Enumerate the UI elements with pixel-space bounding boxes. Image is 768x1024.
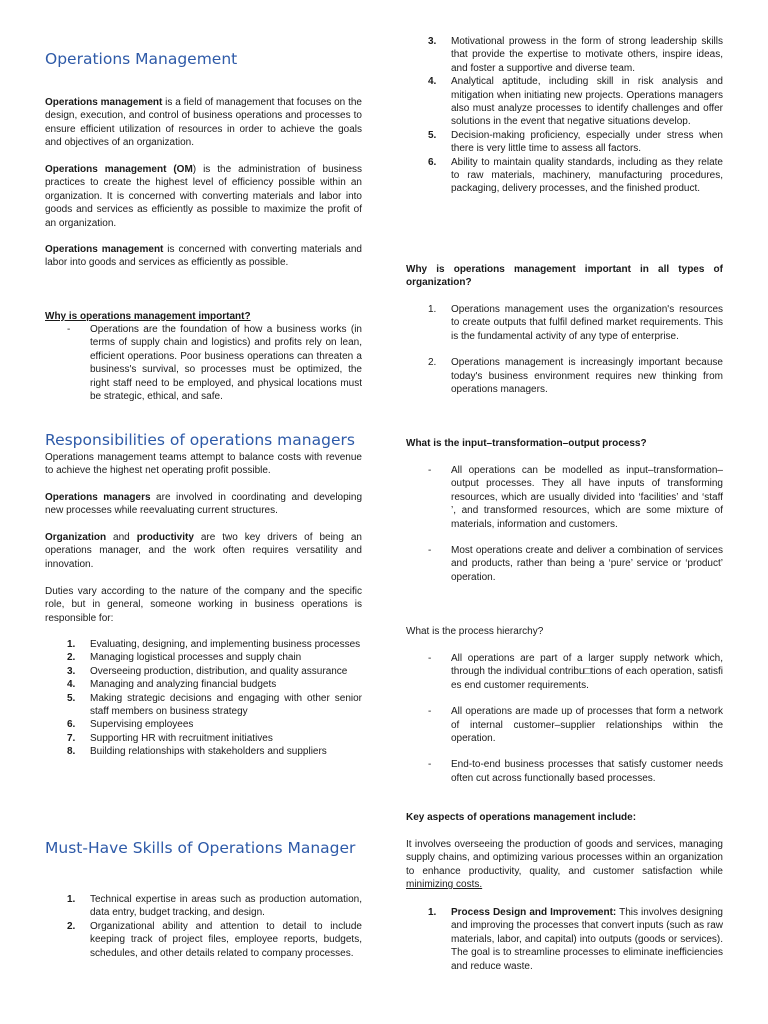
list-item [406,705,723,745]
list-number: 1. [67,639,76,650]
paragraph-om-definition [45,96,362,150]
list-item [45,678,362,691]
list-item [45,745,362,758]
list-item-text: Operations are the foundation of how a business works (in terms of supply chain and logistics) and profits rely on lean, efficient operations. Poor business operations can threaten a business's survival, so processes must be optimized, the right staff need to be employed, and physical locations must be strategic, ethical, and safe. [90,324,362,403]
paragraph-resp-2 [45,491,362,518]
list-item-text: Most operations create and deliver a combination of services and products, rather than being a ‘pure’ service or ‘product’ operation. [451,545,723,583]
hierarchy-heading: What is the process hierarchy? [406,626,544,637]
list-item-text: Making strategic decisions and engaging with other senior staff members on business strategy [90,692,362,718]
skills-list [45,893,362,960]
list-item [406,758,723,785]
paragraph-text: ) is the administration of business practices to create the highest level of efficiency possible within an organization. It is concerned with converting materials and labor into goods and services as efficiently as possible to maximize the profit of an organization. [45,164,363,229]
list-item [406,35,723,75]
list-item-text: End-to-end business processes that satisfy customer needs often cut across functionally based processes. [451,759,723,784]
list-number: 7. [67,732,76,744]
paragraph-text: is concerned with converting materials and labor into goods and services as efficiently as possible. [45,244,362,269]
ito-heading: What is the input–transformation–output process? [406,438,647,449]
bold-term: Process Design and Improvement: [451,907,617,918]
list-item [45,692,362,719]
list-item [45,893,362,920]
dash-bullet: - [428,759,432,771]
list-number: 5. [428,129,437,141]
list-item [45,920,362,960]
list-item [45,651,362,664]
paragraph-resp-1: Operations management teams attempt to balance costs with revenue to achieve the highest net operating profit possible. [45,452,362,477]
paragraph-om-converting [45,243,362,270]
why-all-heading: Why is operations management important in all types of organization? [406,264,723,289]
list-item-text: Decision-making proficiency, especially under stress when there is very little time to assess all factors. [451,129,723,155]
list-number: 4. [428,76,437,88]
list-item [45,638,362,651]
list-item-text: Building relationships with stakeholders and suppliers [90,746,327,758]
paragraph-om-administration [45,163,362,230]
list-number: 5. [67,692,76,704]
list-item-text: Technical expertise in areas such as production automation, data entry, budget tracking, and design. [90,894,362,919]
bold-term: productivity [136,532,194,543]
dash-bullet: - [67,324,71,335]
list-item-text: All operations are part of a larger supply network which, through the individual contribu□tions of each operation, satisfi es end customer requirements. [451,653,723,691]
underlined-text: minimizing costs. [406,879,483,891]
list-item-text: Managing and analyzing financial budgets [90,679,277,691]
skills-list-continued [406,35,723,196]
list-number: 2. [428,357,437,369]
key-aspects-heading: Key aspects of operations management include: [406,812,637,823]
list-item-text: Ability to maintain quality standards, including as they relate to raw materials, machinery, manufacturing procedures, packaging, delivery processes, and the finished product. [451,156,723,195]
paragraph-text: and [106,532,137,543]
bold-term: Operations management [45,97,163,108]
list-item-text: Analytical aptitude, including skill in risk analysis and mitigation when initiating new projects. Operations managers also must analyze processes to identify challenges and offer solutions in the event that negative situations develop. [451,76,723,128]
list-number: 3. [428,36,437,47]
list-item-text: All operations can be modelled as input–transformation–output processes. They all have inputs of transforming resources, which are usually divided into ‘facilities’ and ‘staff ’, and transformed resources, which are some mixture of materials, information and customers. [451,465,723,530]
why-all-list [406,303,723,396]
key-aspects-paragraph [406,838,723,892]
bold-term: Organization [45,532,107,543]
bold-term: Operations management [45,244,164,255]
list-item-text: This involves designing and improving the processes that convert inputs (such as raw materials, labor, and capital) into outputs (goods or services). The goal is to streamline processes to eliminate inefficiencies and reduce waste. [451,907,723,972]
list-item [406,464,723,531]
paragraph-text: are involved in coordinating and developing new processes while reevaluating current structures. [45,492,363,517]
list-item [406,156,723,196]
list-number: 8. [67,746,76,758]
duties-list [45,638,362,759]
list-item-text: Evaluating, designing, and implementing business processes [90,639,361,650]
list-item-text: Organizational ability and attention to detail to include keeping track of project files, employee reports, budgets, schedules, and other details related to company processes. [90,920,362,959]
paragraph-text: It involves overseeing the production of goods and services, managing supply chains, and optimizing various processes within an organization to enhance productivity, quality, and customer satisfaction while [406,839,723,877]
dash-bullet: - [428,545,432,557]
list-number: 1. [67,894,76,905]
list-number: 6. [428,156,437,168]
bold-term: Operations management (OM [45,164,193,175]
list-item [406,906,723,973]
list-item [406,303,723,343]
responsibilities-title: Responsibilities of operations managers [45,431,355,449]
list-item [406,356,723,396]
list-item [406,75,723,129]
list-number: 3. [67,665,76,677]
list-number: 4. [67,679,76,691]
list-item-text: Overseeing production, distribution, and quality assurance [90,665,348,677]
list-number: 2. [67,652,76,664]
bold-term: Operations managers [45,492,151,503]
list-item [45,323,362,403]
hierarchy-list [406,652,723,785]
page-title: Operations Management [45,50,238,68]
list-item-text: Operations management is increasingly important because today's business environment requires new thinking from operations managers. [451,357,723,396]
skills-title: Must-Have Skills of Operations Manager [45,839,356,857]
paragraph-resp-4: Duties vary according to the nature of the company and the specific role, but in general, someone working in business operations is responsible for: [45,586,362,624]
ito-list [406,464,723,584]
list-item [45,718,362,731]
paragraph-text: are two key drivers of being an operations manager, and the work often requires versatility and innovation. [45,532,362,570]
dash-bullet: - [428,653,432,664]
list-item-text: Managing logistical processes and supply chain [90,652,302,664]
list-item [406,544,723,584]
list-item-text: Supporting HR with recruitment initiatives [90,732,273,744]
why-heading: Why is operations management important? [45,311,251,322]
list-item [406,652,723,692]
list-number: 1. [428,304,437,315]
list-item-text: Motivational prowess in the form of strong leadership skills that provide the expertise to motivate others, inspire ideas, and foster a supportive and diverse team. [451,36,723,74]
list-number: 1. [428,907,437,918]
list-number: 2. [67,920,76,932]
key-aspects-list [406,906,723,973]
paragraph-resp-3 [45,531,362,571]
list-item [45,665,362,678]
paragraph-text: is a field of management that focuses on the design, execution, and control of business operations and processes to ensure efficient utilization of resources in order to achieve the goals and objectives of an organization. [45,97,362,149]
why-list [45,323,362,403]
list-number: 6. [67,719,76,731]
list-item-text: Operations management uses the organization's resources to create outputs that fulfil defined market requirements. This is the fundamental activity of any type of enterprise. [451,304,723,342]
list-item [406,129,723,156]
dash-bullet: - [428,706,432,718]
list-item-text: Supervising employees [90,719,194,731]
list-item [45,732,362,745]
list-item-text: All operations are made up of processes that form a network of internal customer–supplier relationships within the operation. [451,706,723,745]
dash-bullet: - [428,465,432,476]
